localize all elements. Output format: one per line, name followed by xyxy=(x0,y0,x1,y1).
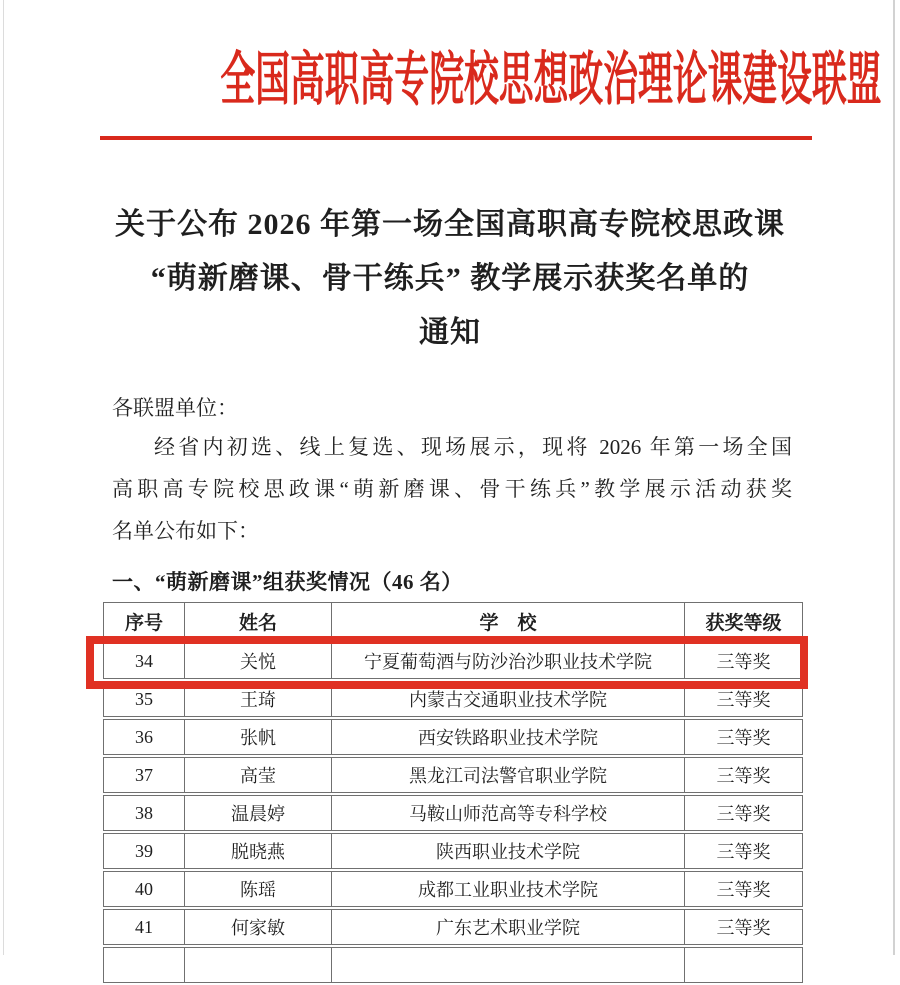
header-cell-0: 序号 xyxy=(103,602,185,641)
body-paragraph xyxy=(112,426,792,552)
cell-school: 黑龙江司法警官职业学院 xyxy=(332,757,685,793)
cell-empty xyxy=(332,947,685,983)
header-cell-2: 学 校 xyxy=(332,602,685,641)
table-row xyxy=(103,871,803,907)
cell-school: 内蒙古交通职业技术学院 xyxy=(332,681,685,717)
cell-name: 关悦 xyxy=(185,643,332,679)
table-row xyxy=(103,833,803,869)
cell-empty xyxy=(685,947,803,983)
cell-name: 高莹 xyxy=(185,757,332,793)
award-table-body xyxy=(103,643,803,983)
cell-name: 王琦 xyxy=(185,681,332,717)
notice-title-line-1: 关于公布 2026 年第一场全国高职高专院校思政课 xyxy=(115,208,785,241)
table-row xyxy=(103,757,803,793)
cell-school: 马鞍山师范高等专科学校 xyxy=(332,795,685,831)
cell-school: 陕西职业技术学院 xyxy=(332,833,685,869)
header-cell-1: 姓名 xyxy=(185,602,332,641)
cell-no: 41 xyxy=(103,909,185,945)
cell-name: 脱晓燕 xyxy=(185,833,332,869)
cell-no: 35 xyxy=(103,681,185,717)
masthead-title: 全国高职高专院校思想政治理论课建设联盟 xyxy=(220,47,882,112)
cell-school: 宁夏葡萄酒与防沙治沙职业技术学院 xyxy=(332,643,685,679)
paragraph-line-3: 名单公布如下： xyxy=(112,519,259,543)
paragraph-line-1: 经省内初选、线上复选、现场展示，现将 2026 年第一场全国 xyxy=(154,435,792,459)
cell-no: 39 xyxy=(103,833,185,869)
cell-no: 36 xyxy=(103,719,185,755)
cell-school: 成都工业职业技术学院 xyxy=(332,871,685,907)
cell-award: 三等奖 xyxy=(685,643,803,679)
cell-no: 37 xyxy=(103,757,185,793)
cell-name: 张帆 xyxy=(185,719,332,755)
cell-award: 三等奖 xyxy=(685,833,803,869)
scan-edge-left xyxy=(3,0,4,955)
cell-empty xyxy=(103,947,185,983)
cell-school: 西安铁路职业技术学院 xyxy=(332,719,685,755)
scan-edge-right xyxy=(893,0,895,955)
cell-award: 三等奖 xyxy=(685,909,803,945)
table-row-partial xyxy=(103,947,803,983)
cell-empty xyxy=(185,947,332,983)
paragraph-line-2: 高职高专院校思政课“萌新磨课、骨干练兵”教学展示活动获奖 xyxy=(112,477,792,501)
cell-award: 三等奖 xyxy=(685,795,803,831)
table-row xyxy=(103,719,803,755)
cell-award: 三等奖 xyxy=(685,681,803,717)
table-row xyxy=(103,795,803,831)
salutation: 各联盟单位： xyxy=(112,396,238,420)
cell-no: 40 xyxy=(103,871,185,907)
table-row xyxy=(103,909,803,945)
cell-name: 陈瑶 xyxy=(185,871,332,907)
masthead xyxy=(0,44,900,117)
notice-title-line-3: 通知 xyxy=(419,316,481,349)
cell-award: 三等奖 xyxy=(685,757,803,793)
cell-school: 广东艺术职业学院 xyxy=(332,909,685,945)
cell-name: 何家敏 xyxy=(185,909,332,945)
cell-no: 34 xyxy=(103,643,185,679)
notice-title xyxy=(60,198,840,360)
masthead-rule xyxy=(100,136,812,140)
section-heading: 一、“萌新磨课”组获奖情况（46 名） xyxy=(112,570,463,594)
highlight-box xyxy=(86,636,808,689)
cell-name: 温晨婷 xyxy=(185,795,332,831)
cell-award: 三等奖 xyxy=(685,719,803,755)
notice-title-line-2: “萌新磨课、骨干练兵” 教学展示获奖名单的 xyxy=(150,262,750,295)
header-cell-3: 获奖等级 xyxy=(685,602,803,641)
cell-award: 三等奖 xyxy=(685,871,803,907)
cell-no: 38 xyxy=(103,795,185,831)
